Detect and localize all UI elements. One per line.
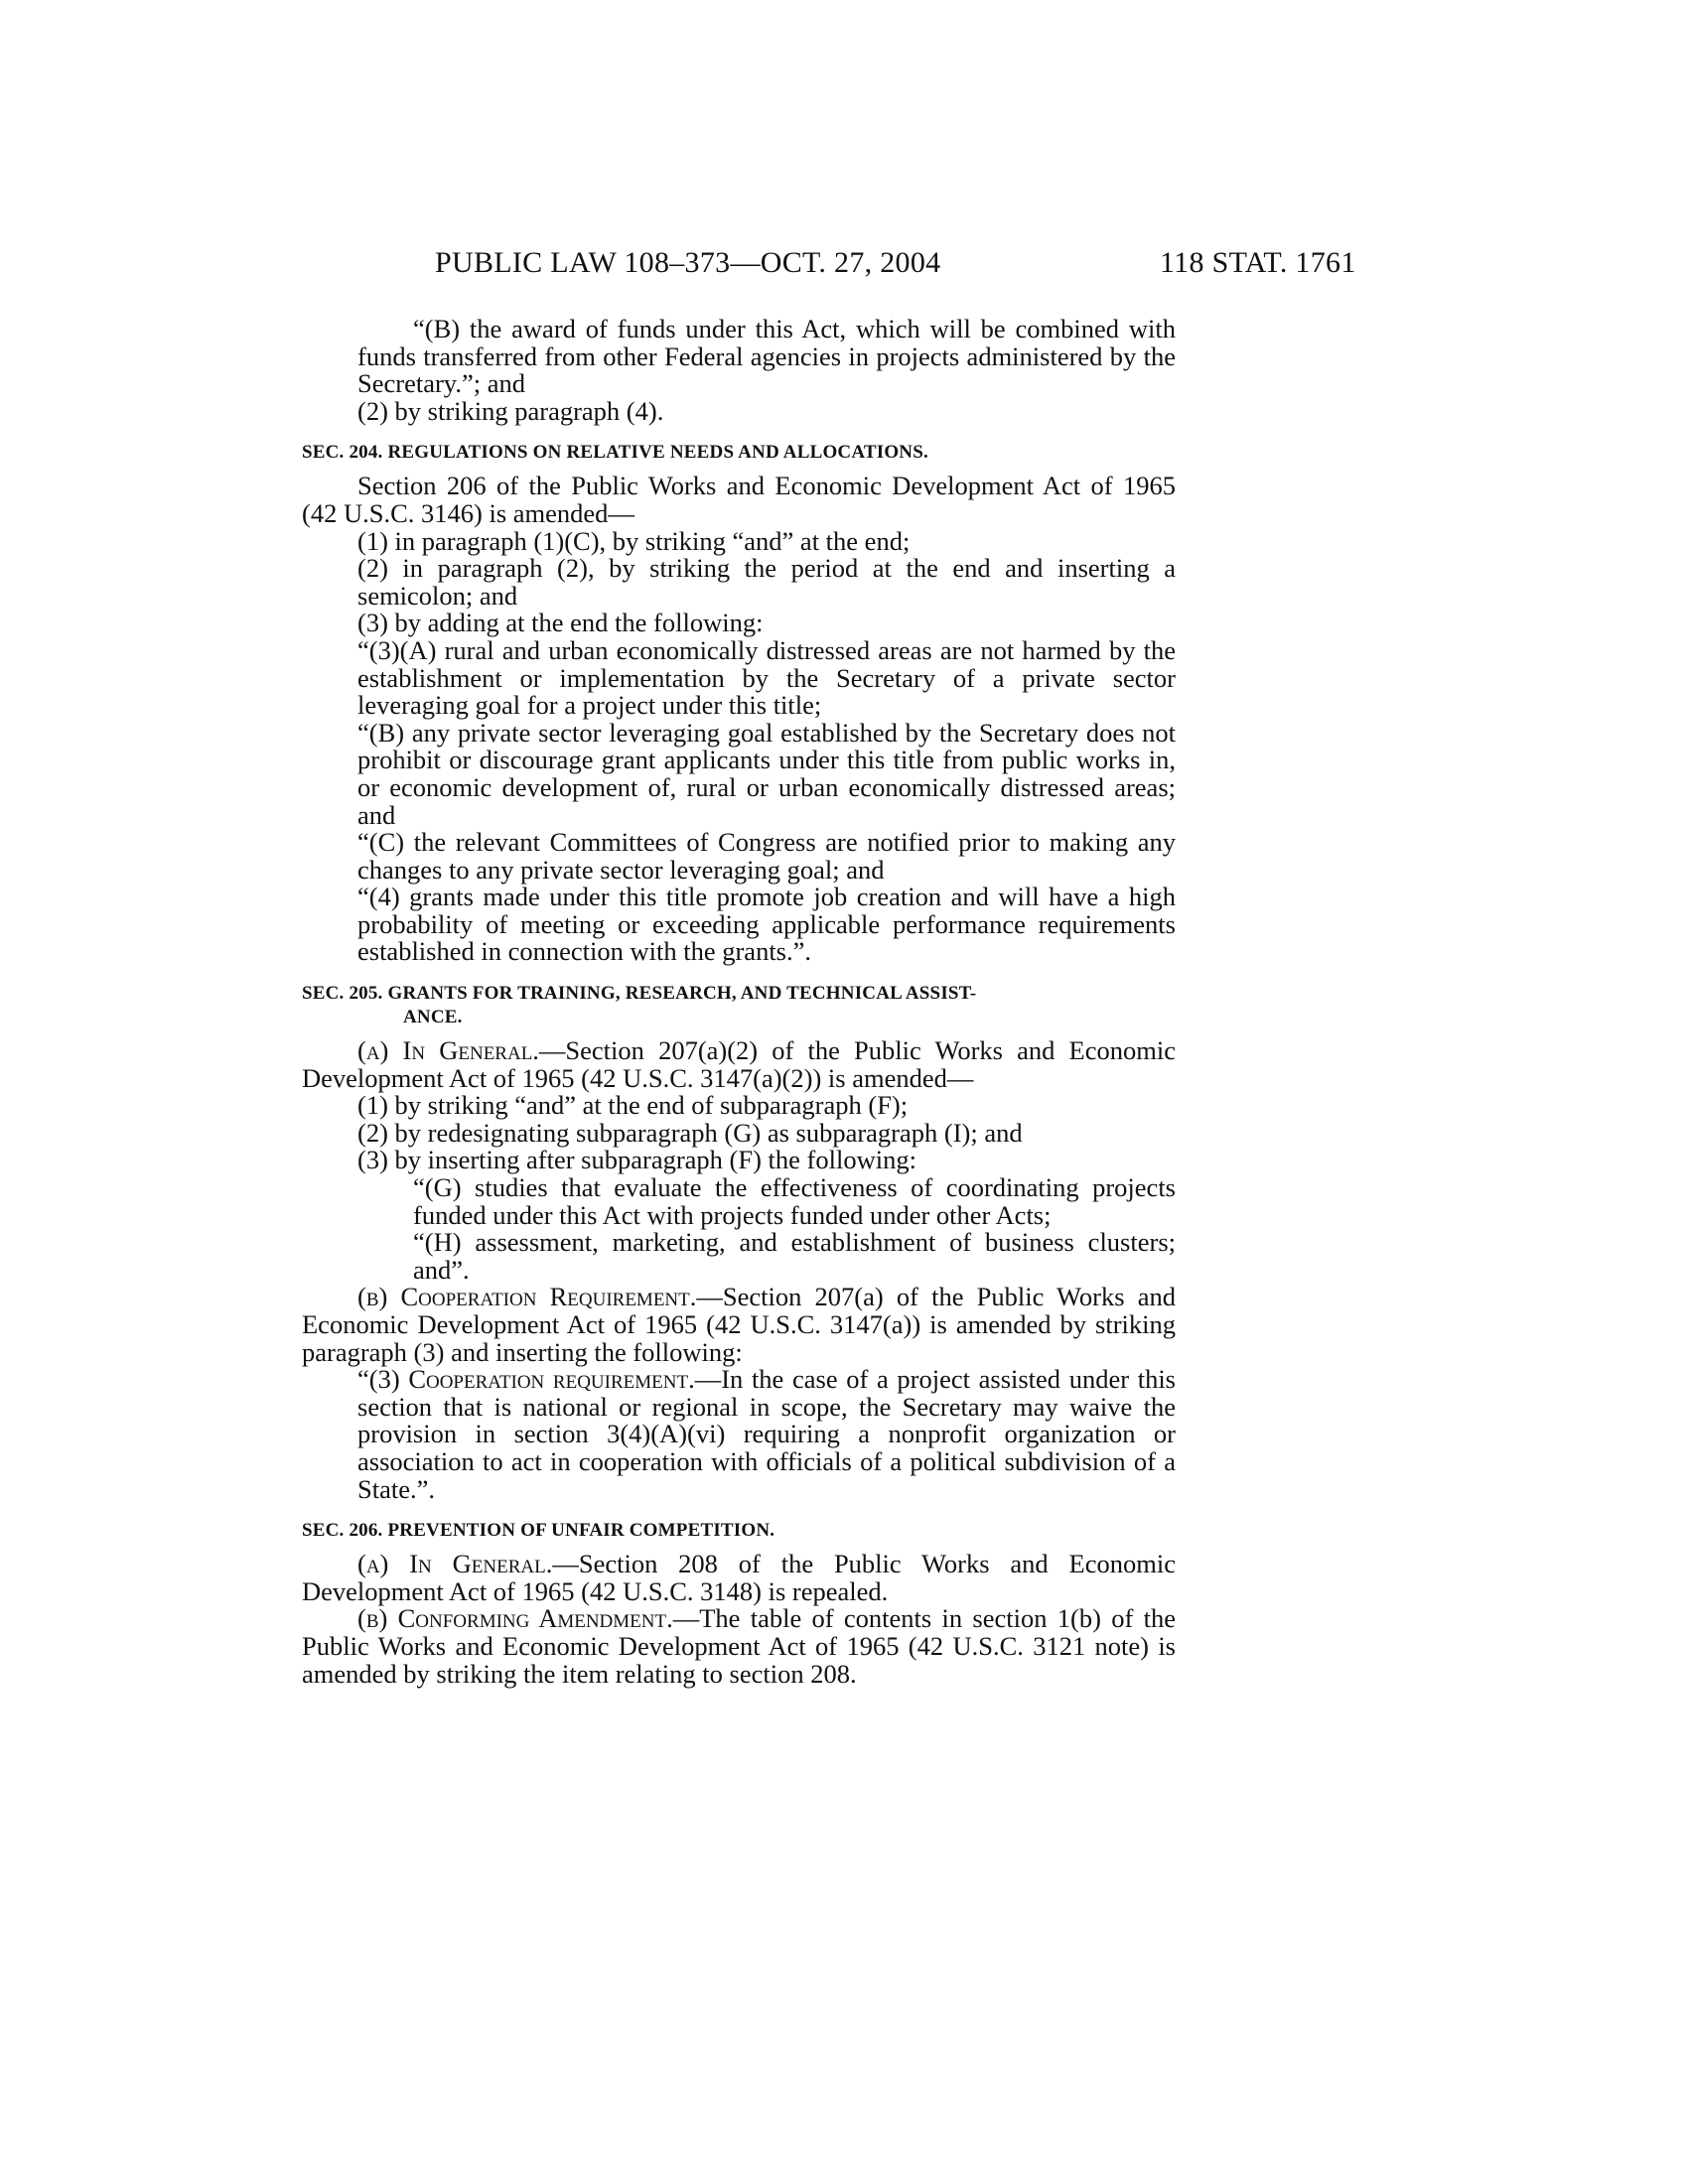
section-204-item-3a: “(3)(A) rural and urban economically distressed areas are not harmed by the establishment or implementation by the Secretary of a private sector leveraging goal for a project under this title; — [357, 634, 1176, 721]
section-205-a-item-3h: “(H) assessment, marketing, and establishment of business clusters; and”. — [413, 1227, 1176, 1285]
section-204-item-4: “(4) grants made under this title promote job creation and will have a high probability of meeting or exceeding applicable performance requirements established in connection with the grants.”. — [357, 882, 1176, 967]
section-205-a-item-3: (3) by inserting after subparagraph (F) the following: — [357, 1145, 916, 1175]
paragraph-2-striking: (2) by striking paragraph (4). — [357, 395, 664, 426]
section-206-subsection-b — [302, 1605, 1176, 1688]
section-205-b-text: —Section 207(a) of the Public Works and Economic Development Act of 1965 (42 U.S.C. 3147(a)) is amended by striking paragraph (3) and inserting the following: — [302, 1282, 1176, 1367]
section-205-b-paragraph-3 — [302, 1366, 1176, 1503]
section-205-b3-text: —In the case of a project assisted under this section that is national or regional in scope, the Secretary may waive the provision in section 3(4)(A)(vi) requiring a nonprofit organization or association to act in cooperation with officials of a political subdivision of a State.”. — [357, 1364, 1176, 1504]
section-206-b-text: —The table of contents in section 1(b) of the Public Works and Economic Development Act of 1965 (42 U.S.C. 3121 note) is amended by striking the item relating to section 208. — [302, 1603, 1176, 1689]
section-204-item-2: (2) in paragraph (2), by striking the period at the end and inserting a semicolon; and — [357, 553, 1176, 611]
section-204-item-3b: “(B) any private sector leveraging goal established by the Secretary does not prohibit or discourage grant applicants under this title from public works in, or economic development of, rural or urban economically distressed areas; and — [357, 717, 1176, 830]
section-204-item-1: (1) in paragraph (1)(C), by striking “and” at the end; — [357, 525, 911, 556]
section-205-heading-line-2: ANCE. — [403, 1007, 463, 1028]
section-204-heading: SEC. 204. REGULATIONS ON RELATIVE NEEDS AND ALLOCATIONS. — [302, 442, 928, 464]
section-204-intro: Section 206 of the Public Works and Economic Development Act of 1965 (42 U.S.C. 3146) is amended— — [302, 471, 1176, 528]
section-206-heading: SEC. 206. PREVENTION OF UNFAIR COMPETITION. — [302, 1520, 775, 1542]
section-204-item-3c: “(C) the relevant Committees of Congress are notified prior to making any changes to any private sector leveraging goal; and — [357, 827, 1176, 885]
section-205-heading — [302, 982, 1176, 1029]
section-206-subsection-a — [302, 1551, 1176, 1605]
section-205-b-label: (b) Cooperation Requirement. — [357, 1282, 697, 1312]
section-205-a-text: —Section 207(a)(2) of the Public Works and Economic Development Act of 1965 (42 U.S.C. 3147(a)(2)) is amended— — [302, 1035, 1176, 1093]
section-205-a-item-1: (1) by striking “and” at the end of subparagraph (F); — [357, 1090, 909, 1121]
section-205-heading-line-1: SEC. 205. GRANTS FOR TRAINING, RESEARCH, AND TECHNICAL ASSIST- — [302, 983, 977, 1005]
running-head-title: PUBLIC LAW 108–373—OCT. 27, 2004 — [435, 246, 941, 279]
running-head-stat: 118 STAT. 1761 — [1160, 246, 1356, 279]
document-body — [302, 316, 1176, 1688]
section-205-b3-label: “(3) Cooperation requirement. — [357, 1364, 695, 1395]
section-205-subsection-a — [302, 1037, 1176, 1092]
section-205-a-label: (a) In General. — [357, 1035, 539, 1066]
section-206-b-label: (b) Conforming Amendment. — [357, 1603, 673, 1634]
section-206-a-text: —Section 208 of the Public Works and Economic Development Act of 1965 (42 U.S.C. 3148) is repealed. — [302, 1549, 1176, 1606]
section-205-subsection-b — [302, 1284, 1176, 1366]
section-204-item-3: (3) by adding at the end the following: — [357, 608, 764, 638]
section-206-a-label: (a) In General. — [357, 1549, 553, 1579]
paragraph-b-award: “(B) the award of funds under this Act, which will be combined with funds transferred from other Federal agencies in projects administered by the Secretary.”; and — [357, 314, 1176, 399]
section-205-a-item-2: (2) by redesignating subparagraph (G) as subparagraph (I); and — [357, 1117, 1023, 1148]
section-205-a-item-3g: “(G) studies that evaluate the effectiveness of coordinating projects funded under this Act with projects funded under other Acts; — [413, 1172, 1176, 1230]
